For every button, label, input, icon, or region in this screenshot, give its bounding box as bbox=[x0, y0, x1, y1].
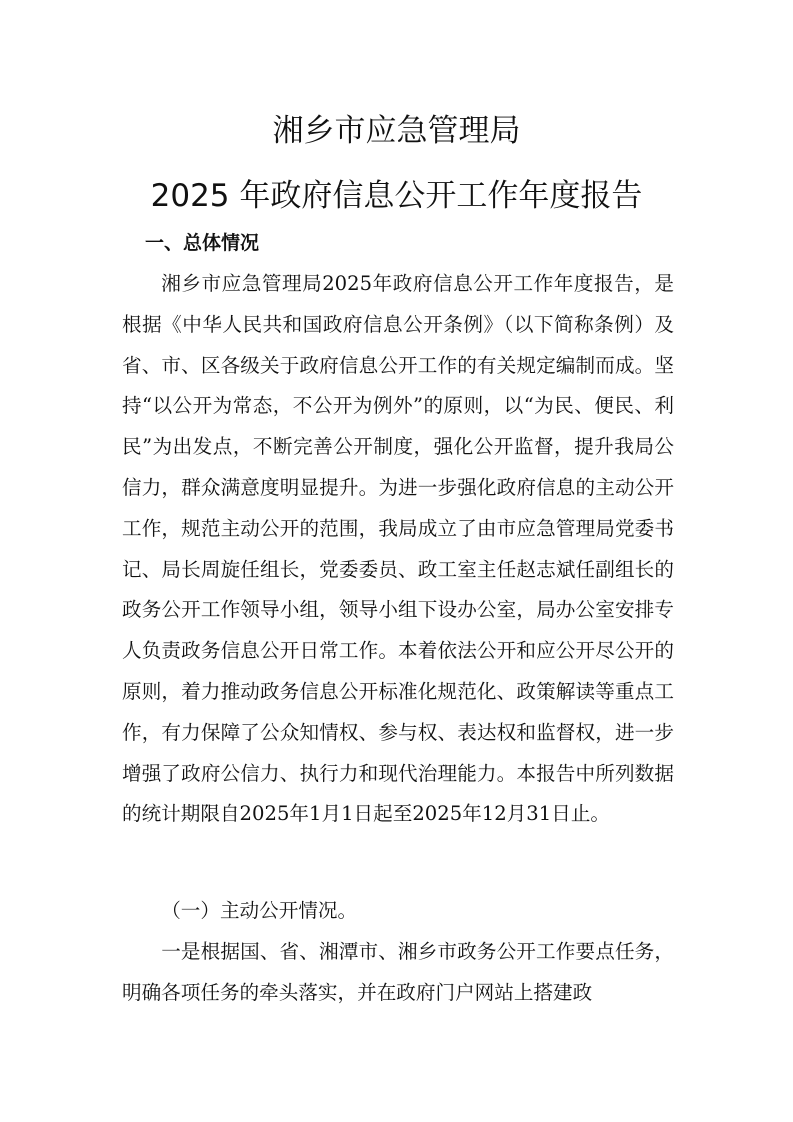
paragraph-overview: 湘乡市应急管理局2025年政府信息公开工作年度报告，是根据《中华人民共和国政府信息公开条例》（以下简称条例）及省、市、区各级关于政府信息公开工作的有关规定编制而成。坚持“以公开为常态，不公开为例外”的原则，以“为民、便民、利民”为出发点，不断完善公开制度，强化公开监督，提升我局公信力，群众满意度明显提升。为进一步强化政府信息的主动公开工作，规范主动公开的范围，我局成立了由市应急管理局党委书记、局长周旋任组长，党委委员、政工室主任赵志斌任副组长的政务公开工作领导小组，领导小组下设办公室，局办公室安排专人负责政务信息公开日常工作。本着依法公开和应公开尽公开的原则，着力推动政务信息公开标准化规范化、政策解读等重点工作，有力保障了公众知情权、参与权、表达权和监督权，进一步增强了政府公信力、执行力和现代治理能力。本报告中所列数据的统计期限自2025年1月1日起至2025年12月31日止。 bbox=[122, 272, 674, 826]
document-title-agency: 湘乡市应急管理局 bbox=[272, 113, 521, 149]
section-heading-overview: 一、总体情况 bbox=[145, 232, 260, 254]
document-title-report: 2025 年政府信息公开工作年度报告 bbox=[150, 178, 643, 214]
subheading-active-disclosure: （一）主动公开情况。 bbox=[161, 899, 358, 922]
paragraph-active-disclosure: 一是根据国、省、湘潭市、湘乡市政务公开工作要点任务，明确各项任务的牵头落实，并在政府门户网站上搭建政 bbox=[122, 940, 674, 1004]
